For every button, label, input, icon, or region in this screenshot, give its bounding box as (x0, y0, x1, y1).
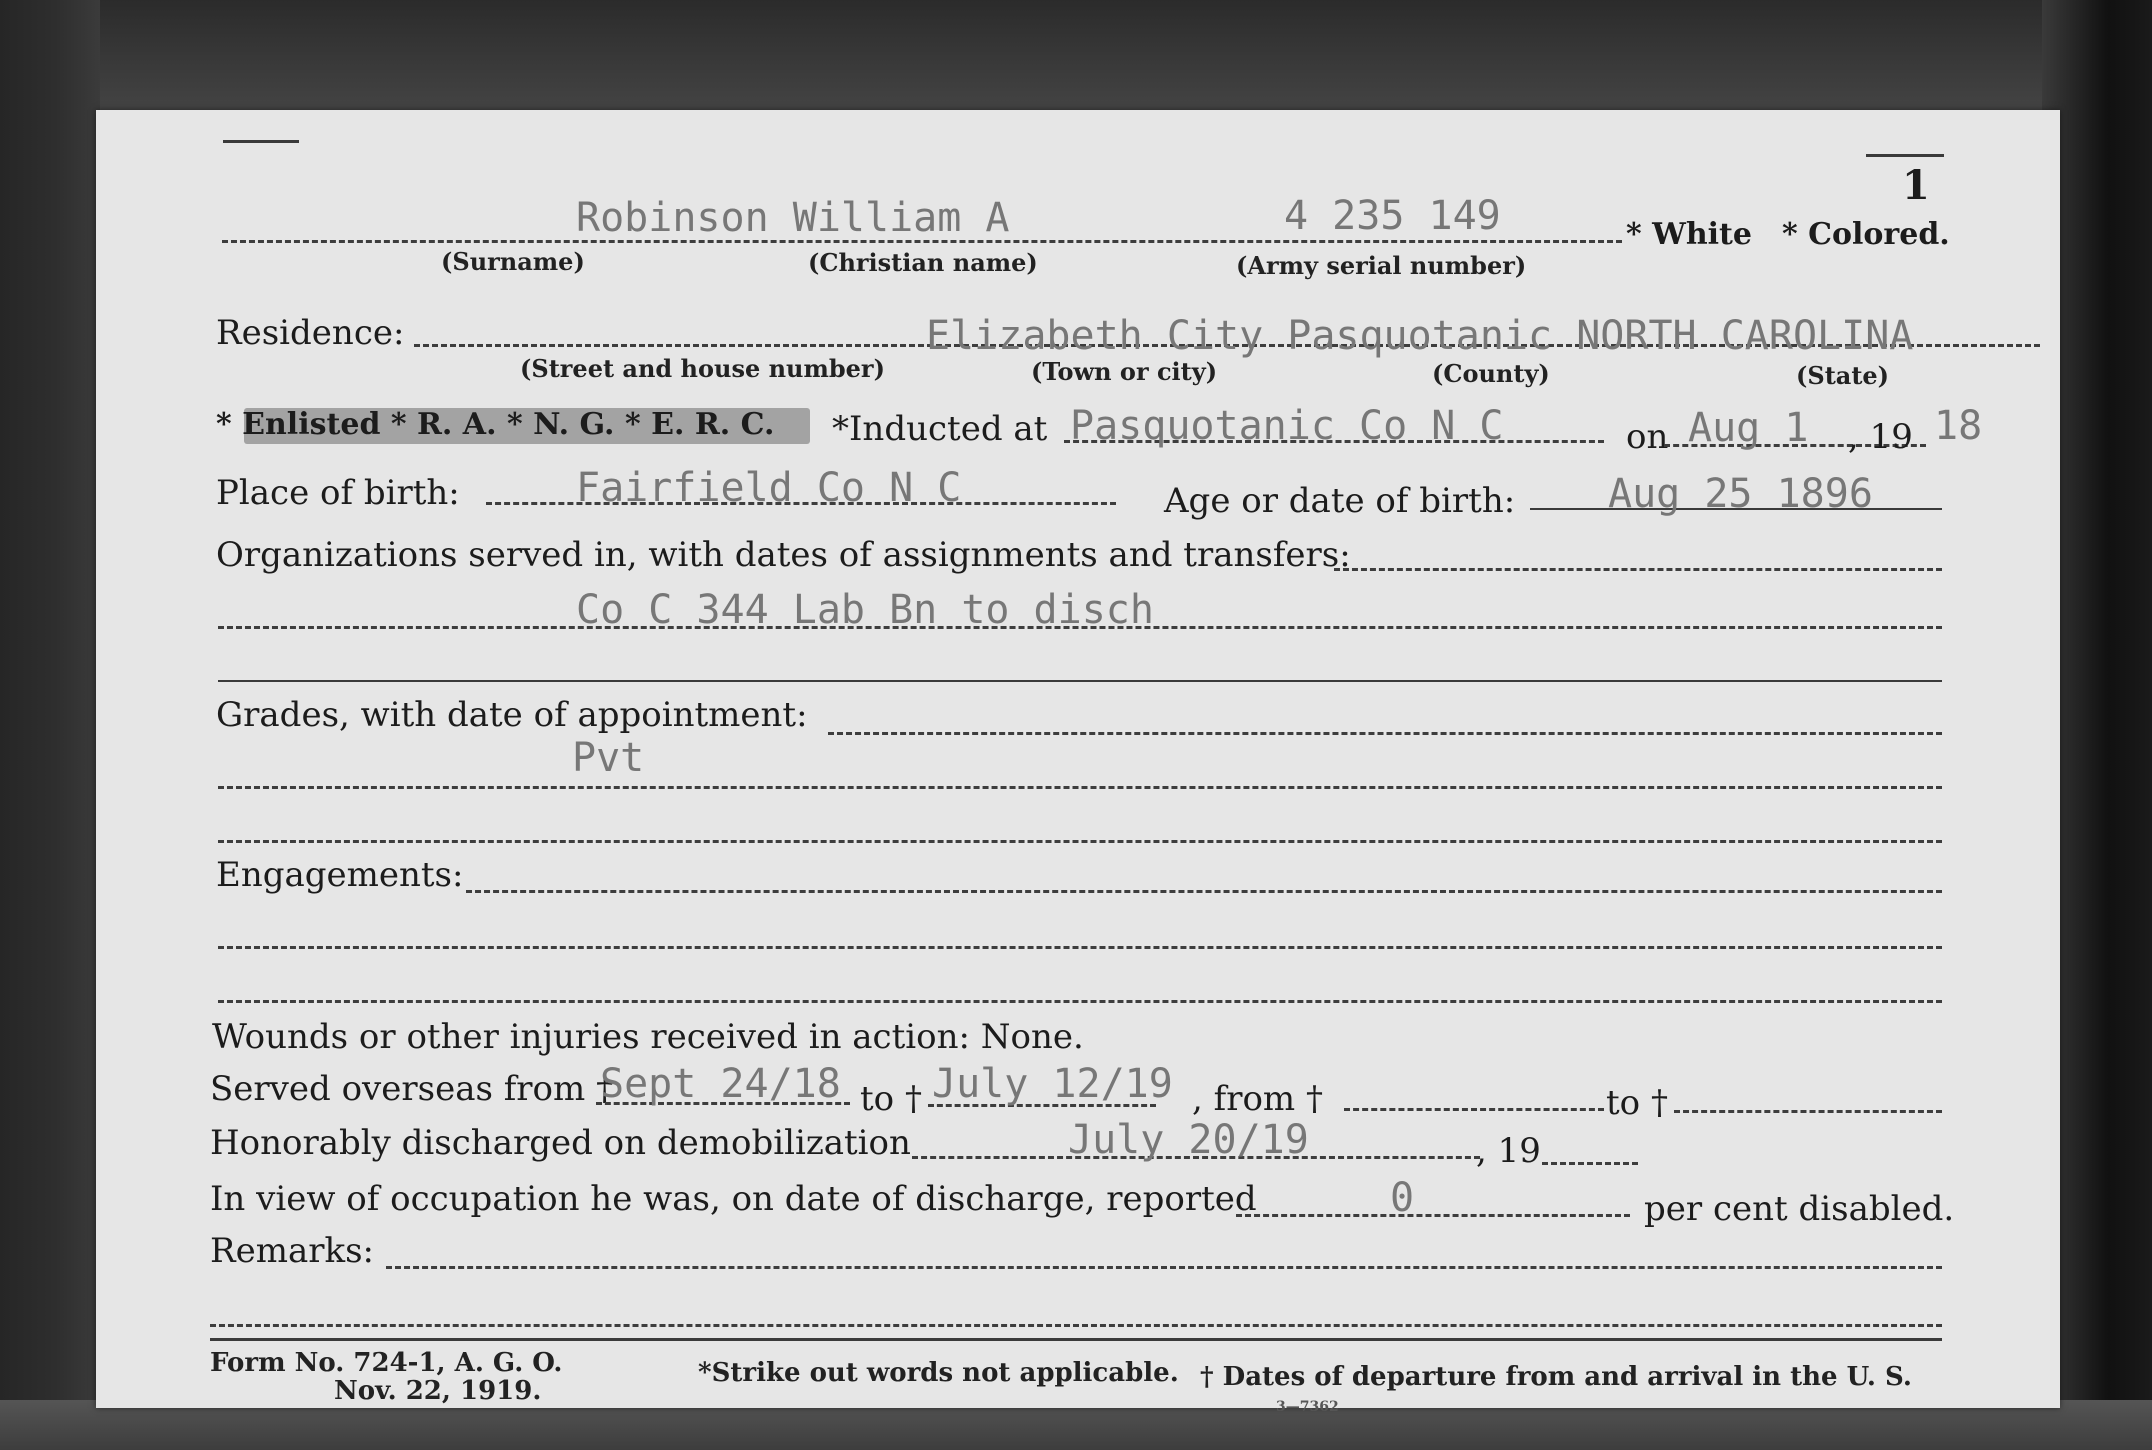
county-caption: (County) (1432, 359, 1550, 388)
overseas-from-date: Sept 24/18 (600, 1061, 841, 1107)
organizations-line-1 (1334, 568, 1942, 571)
scan-background-left (0, 0, 100, 1450)
overseas-to-date: July 12/19 (932, 1061, 1173, 1107)
street-caption: (Street and house number) (520, 354, 885, 383)
year-prefix: , 19 (1848, 417, 1913, 457)
residence-typed: Elizabeth City Pasquotanic NORTH CAROLINA (926, 313, 1914, 359)
overseas-to2-label: to † (1606, 1083, 1668, 1123)
grades-line-2 (218, 786, 1942, 789)
top-right-rule (1866, 154, 1944, 157)
overseas-to-label: to † (860, 1079, 922, 1119)
dates-note: † Dates of departure from and arrival in the U. S. (1200, 1362, 1912, 1392)
inducted-label: *Inducted at (832, 409, 1048, 449)
engagements-line-2 (218, 946, 1942, 949)
race-white: * White (1626, 217, 1752, 252)
card-number: 1 (1902, 162, 1930, 209)
form-date: Nov. 22, 1919. (334, 1376, 542, 1406)
remarks-line-2 (210, 1324, 1942, 1327)
strike-note: *Strike out words not applicable. (698, 1358, 1179, 1388)
organizations-label: Organizations served in, with dates of assignments and transfers: (216, 535, 1351, 575)
town-caption: (Town or city) (1031, 357, 1218, 386)
state-caption: (State) (1796, 361, 1890, 390)
birth-date-label: Age or date of birth: (1164, 481, 1516, 521)
grades-line-3 (218, 840, 1942, 843)
wounds-text: Wounds or other injuries received in action: None. (212, 1017, 1084, 1057)
discharge-year-line (1542, 1162, 1638, 1165)
surname-caption: (Surname) (441, 247, 585, 276)
serial-typed: 4 235 149 (1284, 193, 1501, 239)
organizations-line-3 (218, 680, 1942, 682)
grades-line-1 (828, 732, 1942, 735)
inducted-date: Aug 1 (1688, 405, 1809, 451)
name-typed: Robinson William A (576, 195, 1010, 241)
overseas-from2-line (1344, 1108, 1604, 1111)
overseas-from2-label: , from † (1192, 1079, 1323, 1119)
form-number: Form No. 724-1, A. G. O. (210, 1348, 563, 1378)
christian-name-caption: (Christian name) (808, 248, 1038, 277)
birth-date: Aug 25 1896 (1608, 471, 1873, 517)
enlisted-options: * Enlisted * R. A. * N. G. * E. R. C. (216, 407, 775, 442)
birth-place-label: Place of birth: (216, 473, 460, 513)
discharge-year-label: , 19 (1476, 1131, 1541, 1171)
discharge-date: July 20/19 (1068, 1117, 1309, 1163)
grades-entry: Pvt (572, 735, 645, 781)
disability-suffix: per cent disabled. (1644, 1189, 1955, 1229)
birth-place: Fairfield Co N C (576, 465, 962, 511)
service-record-card (96, 110, 2060, 1415)
discharge-label: Honorably discharged on demobilization (210, 1123, 911, 1163)
serial-caption: (Army serial number) (1236, 251, 1527, 280)
organizations-entry: Co C 344 Lab Bn to disch (576, 587, 1154, 633)
residence-label: Residence: (216, 313, 405, 353)
engagements-label: Engagements: (216, 855, 464, 895)
grades-label: Grades, with date of appointment: (216, 695, 808, 735)
overseas-to2-line (1674, 1110, 1942, 1113)
on-label: on (1626, 417, 1669, 457)
disability-line (1236, 1214, 1630, 1217)
disability-label: In view of occupation he was, on date of discharge, reported (210, 1179, 1257, 1219)
top-left-rule (223, 140, 299, 143)
overseas-from-label: Served overseas from † (210, 1069, 614, 1109)
footer-rule (210, 1338, 1942, 1341)
print-code: 3—7362 (1276, 1399, 1339, 1415)
inducted-place: Pasquotanic Co N C (1070, 403, 1504, 449)
remarks-line-1 (386, 1266, 1942, 1269)
remarks-label: Remarks: (210, 1231, 374, 1271)
engagements-line-1 (466, 890, 1942, 893)
disability-value: 0 (1390, 1175, 1415, 1221)
scan-background-top (0, 0, 2152, 112)
engagements-line-3 (218, 1000, 1942, 1003)
race-colored: * Colored. (1782, 217, 1950, 252)
year-suffix: 18 (1934, 403, 1983, 449)
